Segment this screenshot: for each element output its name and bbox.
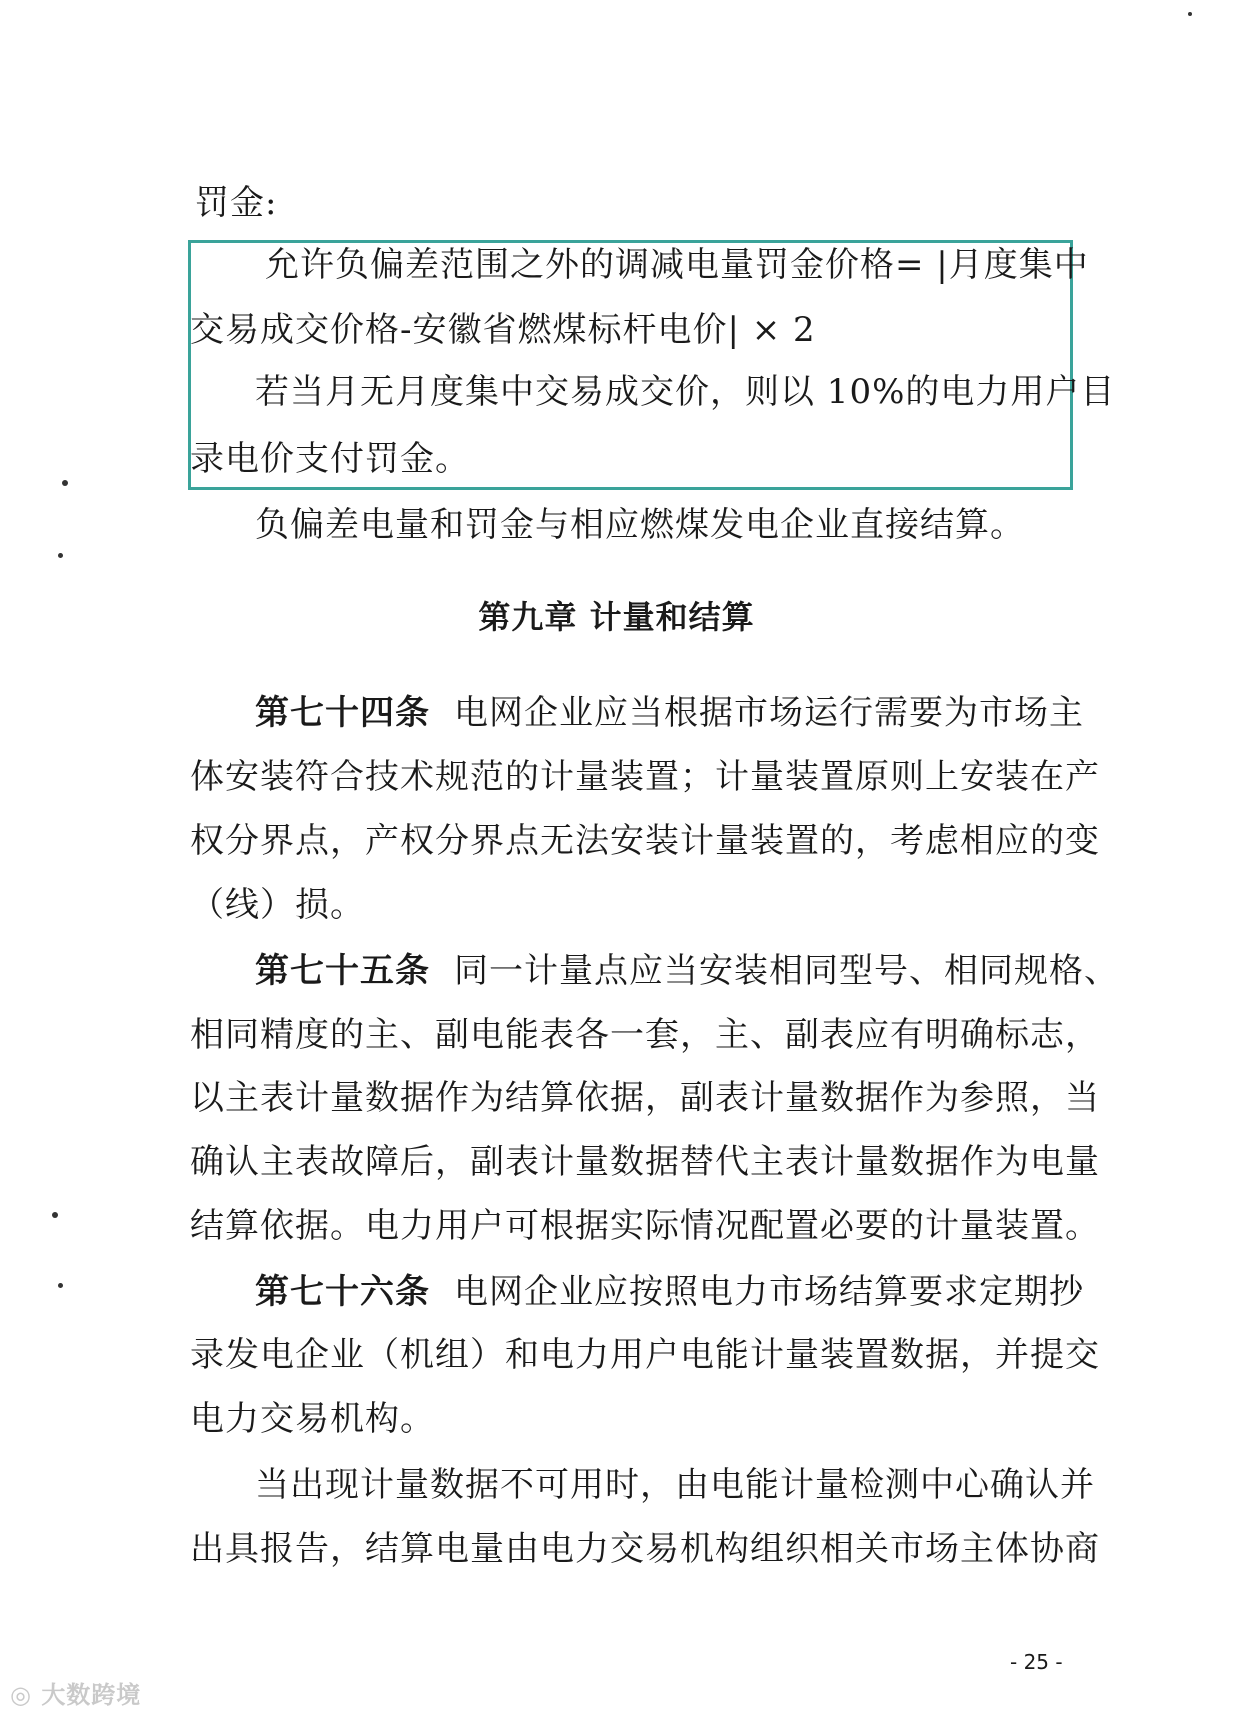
settlement-paragraph: 负偏差电量和罚金与相应燃煤发电企业直接结算。 bbox=[255, 505, 1025, 545]
watermark-logo-icon: ◎ bbox=[10, 1681, 32, 1709]
article-74-text-1: 电网企业应当根据市场运行需要为市场主 bbox=[454, 693, 1084, 733]
scan-speck bbox=[58, 553, 63, 558]
article-74-line-2: 体安装符合技术规范的计量装置；计量装置原则上安装在产 bbox=[190, 757, 1100, 797]
article-76-line-3: 电力交易机构。 bbox=[190, 1399, 435, 1439]
boxed-paragraph-2-line-2: 录电价支付罚金。 bbox=[190, 439, 470, 479]
article-74-line-4: （线）损。 bbox=[190, 885, 365, 925]
article-76-label: 第七十六条 bbox=[255, 1272, 430, 1312]
article-74-line-1 bbox=[255, 693, 1084, 733]
page-number: - 25 - bbox=[1010, 1650, 1063, 1674]
scan-speck bbox=[58, 1283, 63, 1288]
scan-speck bbox=[62, 480, 68, 486]
scan-speck bbox=[1188, 12, 1192, 16]
article-74-label: 第七十四条 bbox=[255, 693, 430, 733]
boxed-paragraph-1-line-2: 交易成交价格-安徽省燃煤标杆电价| × 2 bbox=[190, 310, 816, 350]
article-75-line-4: 确认主表故障后，副表计量数据替代主表计量数据作为电量 bbox=[190, 1142, 1100, 1182]
article-76-line-1 bbox=[255, 1272, 1084, 1312]
article-75-text-1: 同一计量点应当安装相同型号、相同规格、 bbox=[454, 951, 1119, 991]
article-74-line-3: 权分界点，产权分界点无法安装计量装置的，考虑相应的变 bbox=[190, 821, 1100, 861]
boxed-paragraph-2-line-1: 若当月无月度集中交易成交价，则以 10%的电力用户目 bbox=[255, 372, 1116, 412]
boxed-paragraph-1-line-1: 允许负偏差范围之外的调减电量罚金价格= |月度集中 bbox=[265, 245, 1089, 285]
scan-speck bbox=[52, 1212, 58, 1218]
watermark bbox=[10, 1680, 141, 1710]
article-75-line-3: 以主表计量数据作为结算依据，副表计量数据作为参照，当 bbox=[190, 1078, 1100, 1118]
watermark-text: 大数跨境 bbox=[41, 1681, 142, 1709]
unavailable-data-line-2: 出具报告，结算电量由电力交易机构组织相关市场主体协商 bbox=[190, 1529, 1100, 1569]
article-76-text-1: 电网企业应按照电力市场结算要求定期抄 bbox=[454, 1272, 1084, 1312]
article-75-line-1 bbox=[255, 951, 1119, 991]
chapter-title: 第九章 计量和结算 bbox=[478, 598, 755, 636]
article-75-line-5: 结算依据。电力用户可根据实际情况配置必要的计量装置。 bbox=[190, 1206, 1100, 1246]
fine-heading: 罚金: bbox=[195, 183, 278, 223]
article-75-line-2: 相同精度的主、副电能表各一套，主、副表应有明确标志， bbox=[190, 1015, 1100, 1055]
unavailable-data-line-1: 当出现计量数据不可用时，由电能计量检测中心确认并 bbox=[255, 1465, 1095, 1505]
article-76-line-2: 录发电企业（机组）和电力用户电能计量装置数据，并提交 bbox=[190, 1335, 1100, 1375]
article-75-label: 第七十五条 bbox=[255, 951, 430, 991]
